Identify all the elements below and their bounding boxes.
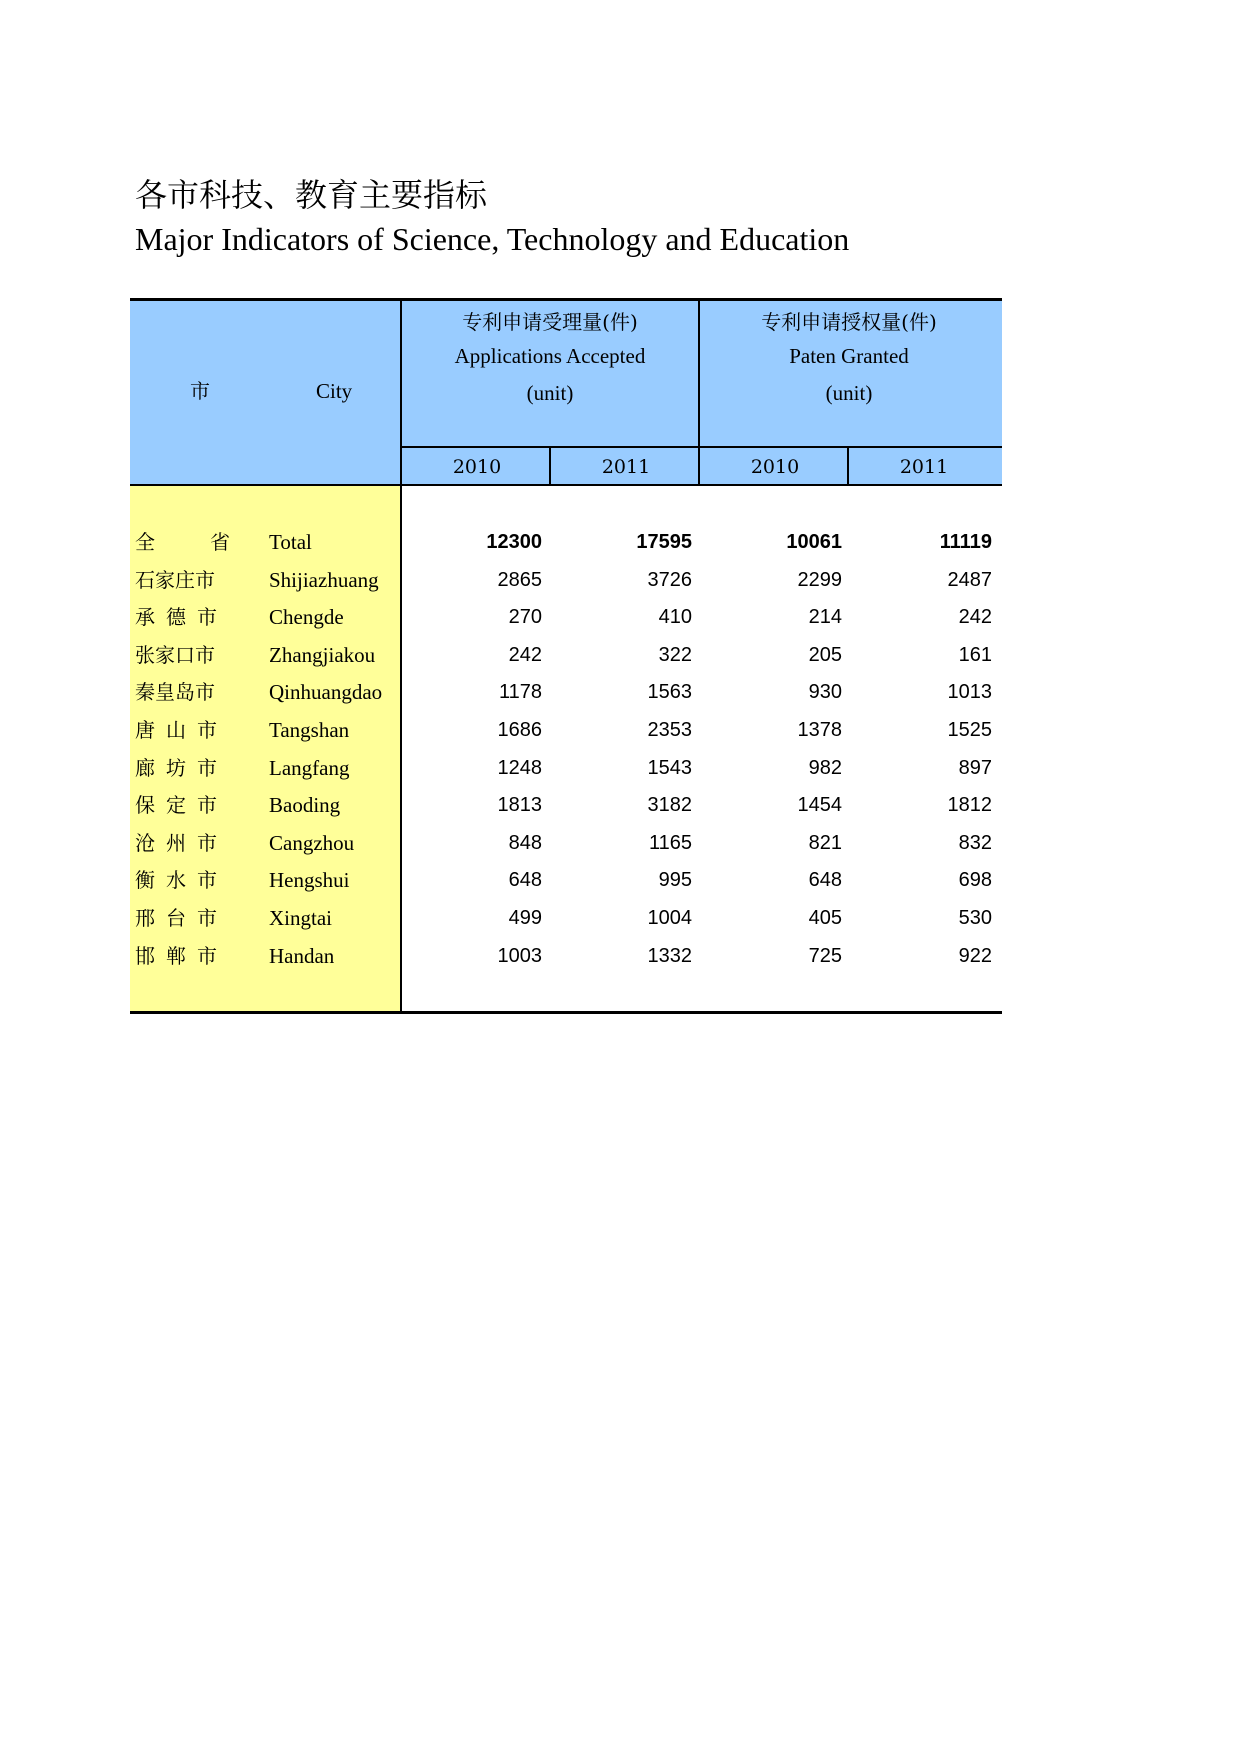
city-name-chinese-part: 市 — [197, 605, 217, 630]
granted-2010-value: 1454 — [797, 794, 842, 817]
city-name-chinese-part: 市 — [197, 718, 217, 742]
granted-2010-value: 10061 — [786, 531, 842, 553]
granted-2010-value: 821 — [808, 831, 842, 854]
city-name-english: Xingtai — [269, 906, 332, 930]
applications-2011-value: 2353 — [647, 719, 692, 741]
city-name-chinese — [135, 712, 217, 749]
table-row — [130, 712, 1002, 749]
city-name-chinese-part: 台 — [166, 906, 186, 930]
city-name-chinese — [135, 862, 217, 899]
city-name-chinese-part: 邯 — [135, 943, 155, 968]
city-name-chinese — [135, 599, 217, 636]
city-name-english: Zhangjiakou — [269, 642, 376, 667]
table-row — [130, 938, 1002, 975]
table-row — [130, 825, 1002, 862]
granted-2010-value: 405 — [808, 907, 842, 929]
city-name-chinese-part: 市 — [197, 755, 217, 780]
applications-2011-value: 1543 — [647, 756, 692, 779]
city-name-chinese — [135, 637, 230, 674]
city-name-chinese-part: 坊 — [166, 755, 186, 780]
table-row — [130, 787, 1002, 824]
granted-header — [700, 301, 998, 412]
city-name-chinese-part: 州 — [166, 830, 186, 855]
granted-2011-value: 530 — [958, 907, 992, 929]
applications-2010-value: 848 — [508, 831, 542, 854]
city-name-english: Total — [269, 530, 312, 554]
granted-2010-value: 2299 — [797, 568, 842, 591]
granted-2010-value: 982 — [808, 756, 842, 779]
city-name-chinese-part: 邢 — [135, 906, 155, 930]
city-name-chinese-part: 廊 — [135, 755, 155, 780]
city-name-chinese — [135, 825, 217, 862]
city-name-chinese-part: 市 — [197, 830, 217, 855]
granted-header-english: Paten Granted — [789, 344, 909, 368]
city-name-chinese-part: 承 — [135, 605, 155, 630]
table-row-total — [130, 524, 1002, 561]
city-name-chinese — [135, 938, 217, 975]
granted-2011-value: 1812 — [947, 794, 992, 817]
applications-2010-value: 1178 — [498, 681, 542, 704]
applications-2010-value: 1686 — [497, 719, 542, 741]
applications-header-chinese: 专利申请受理量(件) — [462, 310, 638, 334]
applications-2011-value: 995 — [658, 869, 692, 892]
granted-2010-value: 725 — [808, 944, 842, 967]
city-name-english: Shijiazhuang — [269, 567, 379, 592]
city-name-chinese-part: 定 — [166, 793, 186, 818]
applications-header — [401, 301, 699, 412]
year-header: 2011 — [601, 456, 651, 478]
granted-2010-value: 214 — [808, 606, 842, 629]
year-header: 2010 — [750, 456, 800, 478]
applications-2010-value: 270 — [508, 606, 542, 629]
applications-2010-value: 1248 — [497, 756, 542, 779]
city-name-chinese-part: 市 — [197, 906, 217, 930]
city-name-chinese-part: 市 — [197, 793, 217, 818]
applications-2011-value: 3182 — [647, 794, 692, 817]
table-bottom-rule — [130, 1011, 1002, 1014]
city-name-chinese-part: 水 — [166, 868, 186, 893]
applications-2011-value: 1332 — [647, 944, 692, 967]
indicators-table — [130, 298, 1002, 1014]
granted-2011-value: 242 — [958, 606, 992, 629]
city-name-english: Hengshui — [269, 868, 350, 893]
city-name-english: Tangshan — [269, 718, 350, 742]
city-name-chinese-part: 张家口市 — [135, 642, 215, 667]
granted-2011-value: 698 — [958, 869, 992, 892]
city-name-chinese — [135, 900, 217, 937]
granted-2010-value: 930 — [808, 681, 842, 704]
applications-2010-value: 648 — [508, 869, 542, 892]
applications-2011-value: 1004 — [647, 907, 692, 929]
granted-2010-value: 205 — [808, 643, 842, 666]
applications-2011-value: 17595 — [636, 531, 692, 553]
table-row — [130, 599, 1002, 636]
granted-2011-value: 832 — [958, 831, 992, 854]
applications-header-unit: (unit) — [526, 381, 574, 405]
table-row — [130, 900, 1002, 937]
granted-2011-value: 1525 — [947, 719, 992, 741]
city-name-chinese-part: 市 — [197, 868, 217, 893]
city-name-chinese — [135, 562, 230, 599]
granted-2010-value: 648 — [808, 869, 842, 892]
applications-2011-value: 3726 — [647, 568, 692, 591]
page-title-english: Major Indicators of Science, Technology and Education — [135, 221, 850, 257]
city-name-chinese-part: 郸 — [166, 943, 186, 968]
city-name-chinese — [135, 750, 217, 787]
city-name-english: Cangzhou — [269, 830, 355, 855]
city-name-english: Chengde — [269, 605, 344, 630]
city-name-chinese — [135, 787, 217, 824]
granted-2011-value: 161 — [958, 643, 992, 666]
applications-2011-value: 1563 — [647, 681, 692, 704]
table-row — [130, 637, 1002, 674]
city-name-chinese-part: 德 — [166, 605, 186, 630]
applications-2011-value: 410 — [658, 606, 692, 629]
applications-2010-value: 242 — [508, 643, 542, 666]
city-name-chinese-part: 山 — [166, 718, 186, 742]
table-row — [130, 674, 1002, 711]
granted-header-chinese: 专利申请授权量(件) — [761, 310, 937, 334]
applications-2011-value: 322 — [658, 643, 692, 666]
year-header: 2011 — [899, 456, 949, 478]
granted-2011-value: 922 — [958, 944, 992, 967]
city-name-english: Langfang — [269, 755, 350, 780]
granted-2011-value: 1013 — [947, 681, 992, 704]
city-header-chinese: 市 — [190, 379, 210, 403]
applications-2010-value: 2865 — [497, 568, 542, 591]
year-row-top-line — [400, 446, 1002, 448]
table-row — [130, 562, 1002, 599]
city-name-chinese-part: 衡 — [135, 868, 155, 893]
applications-2010-value: 1813 — [497, 794, 542, 817]
city-name-chinese — [135, 524, 230, 561]
page-title-chinese: 各市科技、教育主要指标 — [135, 176, 488, 214]
city-name-english: Handan — [269, 943, 335, 968]
table-row — [130, 750, 1002, 787]
granted-2011-value: 11119 — [939, 531, 992, 553]
applications-header-english: Applications Accepted — [454, 344, 646, 368]
city-name-chinese-part: 沧 — [135, 830, 155, 855]
granted-header-unit: (unit) — [825, 381, 873, 405]
city-name-chinese — [135, 674, 230, 711]
city-name-chinese-part: 唐 — [135, 718, 155, 742]
applications-2010-value: 1003 — [497, 944, 542, 967]
granted-2010-value: 1378 — [797, 719, 842, 741]
city-name-chinese-part: 全 — [135, 530, 155, 554]
city-name-chinese-part: 保 — [135, 793, 155, 818]
granted-2011-value: 897 — [958, 756, 992, 779]
year-header: 2010 — [452, 456, 502, 478]
city-name-chinese-part: 市 — [197, 943, 217, 968]
city-name-english: Qinhuangdao — [269, 680, 383, 705]
city-header-english: City — [316, 379, 353, 403]
city-name-chinese-part: 秦皇岛市 — [135, 680, 215, 705]
city-name-chinese-part: 石家庄市 — [135, 567, 215, 592]
granted-2011-value: 2487 — [947, 568, 992, 591]
table-row — [130, 862, 1002, 899]
applications-2010-value: 499 — [508, 907, 542, 929]
city-name-english: Baoding — [269, 793, 341, 818]
header-bottom-line — [130, 484, 1002, 486]
city-name-chinese-part: 省 — [210, 530, 230, 554]
applications-2010-value: 12300 — [486, 531, 542, 553]
applications-2011-value: 1165 — [648, 831, 692, 854]
